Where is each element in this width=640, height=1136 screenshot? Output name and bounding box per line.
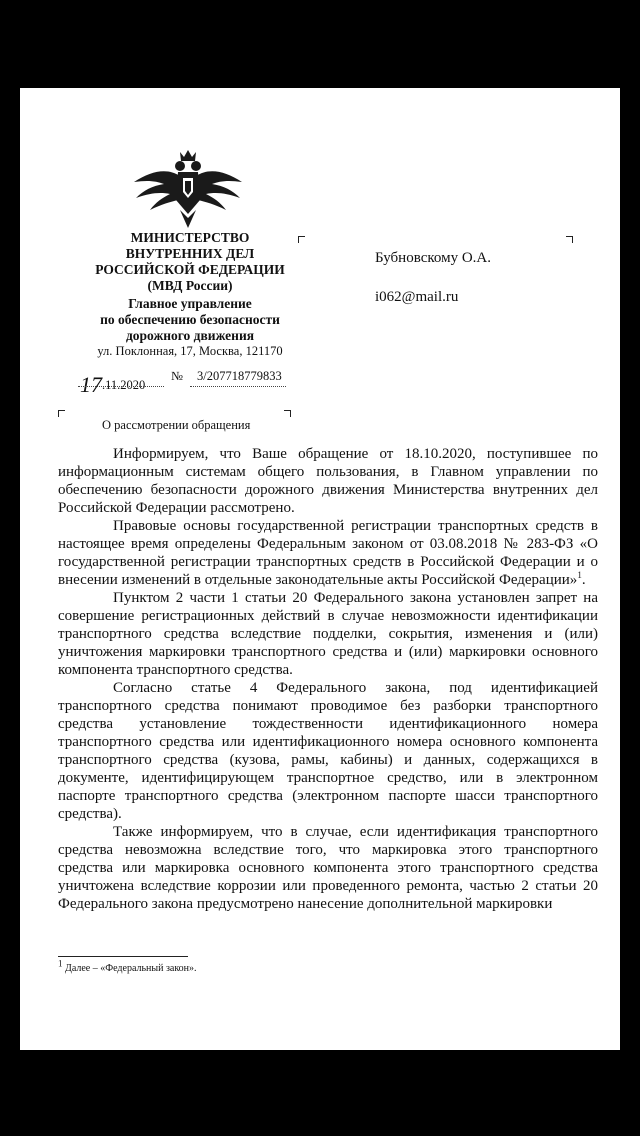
subject-line: О рассмотрении обращения <box>102 418 251 432</box>
footnote-rule <box>58 956 188 957</box>
ministry-line-3: РОССИЙСКОЙ ФЕДЕРАЦИИ <box>95 262 285 277</box>
ministry-address: ул. Поклонная, 17, Москва, 121170 <box>97 344 283 358</box>
footnote-mark: 1 <box>58 958 63 969</box>
recipient-name: Бубновскому О.А. <box>375 250 492 266</box>
paragraph-4: Согласно статье 4 Федерального закона, под идентификацией транспортного средства понимают проводимое без разборки транспортного средства установление тождественности идентификационного номера транспортного средства или идентификационного номера основного компонента транспортного средства (кузова, рамы, кабины) и данных, содержащихся в документе, идентифицирующем транспортное средство, или в электронном паспорте транспортного средства (электронном паспорте шасси транспортного средства). <box>58 680 598 822</box>
handwritten-day: 17 <box>80 372 102 397</box>
recipient-bracket-left <box>298 236 305 243</box>
ministry-line-4: (МВД России) <box>147 278 233 293</box>
paragraph-3: Пунктом 2 части 1 статьи 20 Федерального закона установлен запрет на совершение регистрационных действий в случае невозможности идентификации транспортного средства вследствие подделки, сокрытия, изменения и (или) уничтожения маркировки транспортного средства и (или) маркировки основного компонента транспортного средства. <box>58 590 598 678</box>
recipient-bracket-right <box>566 236 573 243</box>
paragraph-2-end: . <box>581 572 586 588</box>
number-label: № <box>171 369 183 383</box>
footnote <box>58 958 197 974</box>
number-underline <box>190 386 286 387</box>
footnote-text: Далее – «Федеральный закон». <box>62 963 197 974</box>
letter-body <box>58 445 598 913</box>
paragraph-1: Информируем, что Ваше обращение от 18.10.2020, поступившее по информационным системам общего пользования, в Главном управлении по обеспечению безопасности дорожного движения Министерства внутренних дел Российской Федерации рассмотрено. <box>58 446 598 516</box>
department-line-2: по обеспечению безопасности <box>100 312 280 327</box>
paragraph-2 <box>58 517 598 589</box>
date-underline <box>78 386 164 387</box>
document-page <box>20 88 620 1050</box>
registration-date <box>80 369 145 395</box>
paragraph-5: Также информируем, что в случае, если идентификация транспортного средства невозможна вследствие того, что маркировка этого транспортного средства или маркировка основного компонента этого транспортного средства уничтожена вследствие коррозии или проведенного ремонта, частью 2 статьи 20 Федерального закона предусмотрено нанесение дополнительной маркировки <box>58 824 598 912</box>
registration-number: 3/207718779833 <box>197 369 282 383</box>
recipient-email: i062@mail.ru <box>375 289 459 305</box>
department-line-3: дорожного движения <box>125 328 255 343</box>
footnote-reference: 1 <box>577 570 582 580</box>
department-line-1: Главное управление <box>128 296 252 311</box>
subject-bracket-right <box>284 410 291 417</box>
registration-date-text: .11.2020 <box>102 378 146 392</box>
mvd-eagle-emblem <box>130 148 246 230</box>
paragraph-2-text: Правовые основы государственной регистрации транспортных средств в настоящее время определены Федеральным законом от 03.08.2018 № 283-ФЗ «О государственной регистрации транспортных средств в Российской Федерации и о внесении изменений в отдельные законодательные акты Российской Федерации» <box>58 518 598 588</box>
subject-bracket-left <box>58 410 65 417</box>
ministry-line-2: ВНУТРЕННИХ ДЕЛ <box>125 246 255 261</box>
ministry-line-1: МИНИСТЕРСТВО <box>130 230 250 245</box>
